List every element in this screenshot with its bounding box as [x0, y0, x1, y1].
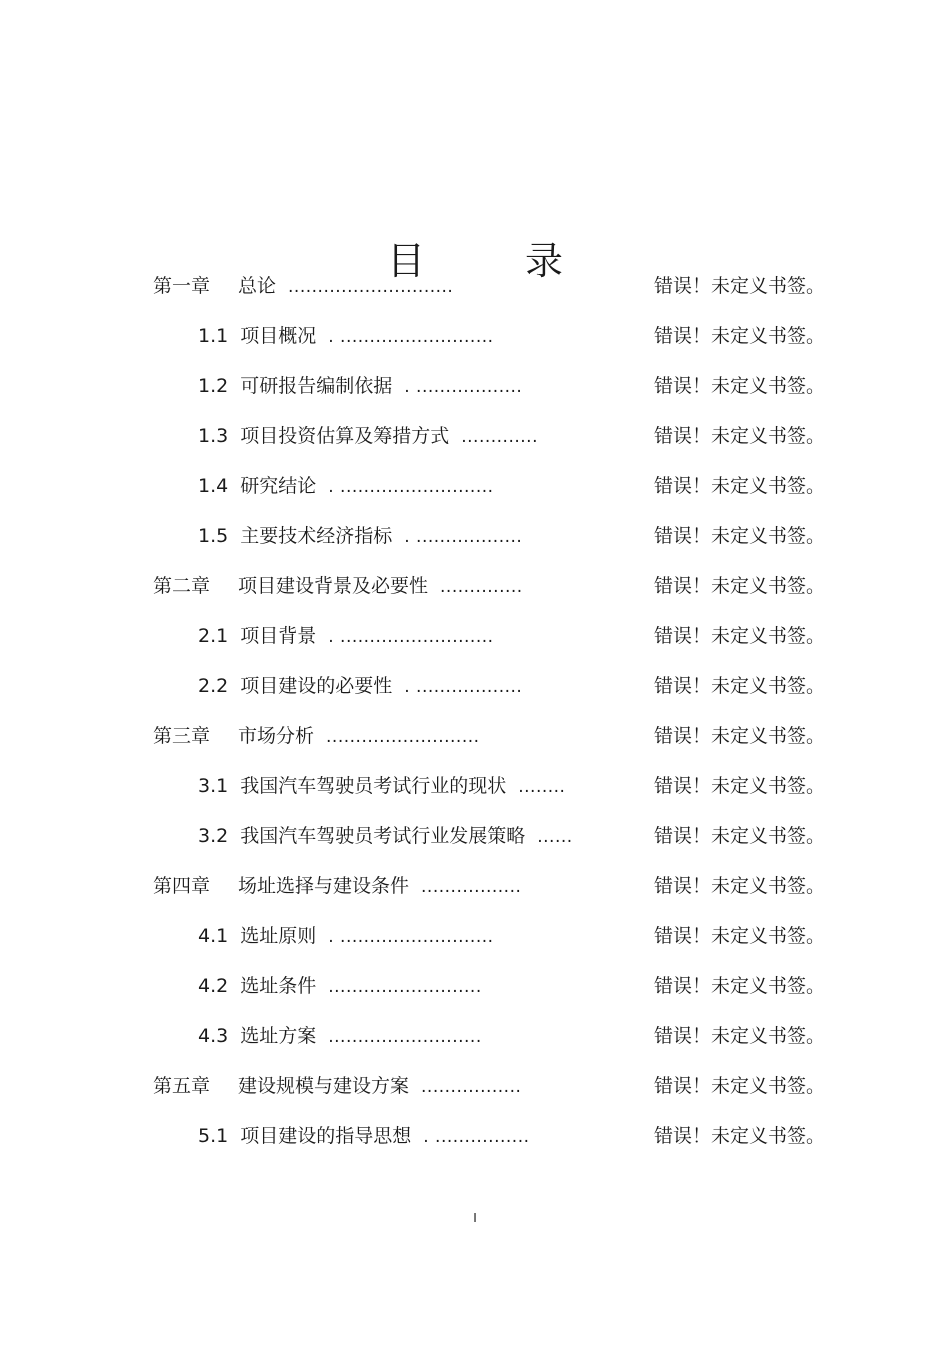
- toc-entry-page-ref: 错误！未定义书签。: [654, 1025, 826, 1047]
- toc-entry-text: 项目建设背景及必要性: [238, 575, 429, 597]
- toc-entry-number: 2.1: [198, 625, 229, 647]
- toc-entry-page-ref: 错误！未定义书签。: [654, 575, 826, 597]
- toc-entry-leader-dots: .................: [421, 877, 522, 897]
- toc-entry-number: 第四章: [153, 875, 211, 897]
- toc-entry-leader-dots: . ..................: [404, 677, 523, 697]
- toc-entry-heading: [198, 766, 565, 807]
- toc-entry-number: 第二章: [153, 575, 211, 597]
- toc-entry-section[interactable]: [0, 416, 950, 466]
- toc-entry-text: 市场分析: [238, 725, 315, 747]
- toc-entry-number: 1.4: [198, 475, 229, 497]
- toc-entry-leader-dots: . ..................: [404, 377, 523, 397]
- toc-entry-chapter[interactable]: [0, 1066, 950, 1116]
- toc-entry-text: 我国汽车驾驶员考试行业发展策略: [240, 825, 526, 847]
- toc-entry-text: 项目建设的指导思想: [240, 1125, 412, 1147]
- toc-entry-page-ref: 错误！未定义书签。: [654, 375, 826, 397]
- toc-entry-number: 2.2: [198, 675, 229, 697]
- toc-entry-section[interactable]: [0, 1116, 950, 1166]
- toc-entry-page-ref: 错误！未定义书签。: [654, 425, 826, 447]
- toc-entry-heading: [198, 916, 494, 957]
- toc-entry-page-ref: 错误！未定义书签。: [654, 525, 826, 547]
- toc-entry-text: 项目概况: [240, 325, 317, 347]
- toc-entry-heading: [198, 416, 538, 457]
- toc-entry-page-ref: 错误！未定义书签。: [654, 1125, 826, 1147]
- toc-entry-page-ref: 错误！未定义书签。: [654, 275, 826, 297]
- toc-entry-text: 场址选择与建设条件: [238, 875, 410, 897]
- toc-entry-section[interactable]: [0, 816, 950, 866]
- toc-entry-number: 1.1: [198, 325, 229, 347]
- toc-entry-chapter[interactable]: [0, 566, 950, 616]
- toc-entry-chapter[interactable]: [0, 866, 950, 916]
- toc-entry-text: 项目建设的必要性: [240, 675, 393, 697]
- toc-entry-leader-dots: ..........................: [326, 727, 480, 747]
- toc-entry-text: 项目投资估算及筹措方式: [240, 425, 450, 447]
- toc-entry-page-ref: 错误！未定义书签。: [654, 325, 826, 347]
- toc-entry-number: 3.1: [198, 775, 229, 797]
- toc-entry-leader-dots: . ..........................: [328, 627, 494, 647]
- toc-entry-heading: [153, 266, 453, 307]
- toc-entry-number: 第一章: [153, 275, 211, 297]
- toc-entry-heading: [198, 1116, 530, 1157]
- toc-entry-page-ref: 错误！未定义书签。: [654, 775, 826, 797]
- toc-entry-section[interactable]: [0, 666, 950, 716]
- toc-entry-leader-dots: . ..........................: [328, 327, 494, 347]
- toc-entry-leader-dots: ............................: [288, 277, 454, 297]
- toc-entry-section[interactable]: [0, 1016, 950, 1066]
- toc-entry-page-ref: 错误！未定义书签。: [654, 975, 826, 997]
- toc-entry-section[interactable]: [0, 466, 950, 516]
- toc-entry-text: 研究结论: [240, 475, 317, 497]
- toc-entry-section[interactable]: [0, 916, 950, 966]
- toc-entry-section[interactable]: [0, 366, 950, 416]
- toc-entry-heading: [153, 716, 480, 757]
- toc-entry-page-ref: 错误！未定义书签。: [654, 925, 826, 947]
- toc-entry-heading: [198, 466, 494, 507]
- toc-entry-number: 4.3: [198, 1025, 229, 1047]
- toc-entry-number: 1.5: [198, 525, 229, 547]
- toc-entry-page-ref: 错误！未定义书签。: [654, 475, 826, 497]
- toc-entry-text: 选址原则: [240, 925, 317, 947]
- toc-entry-text: 主要技术经济指标: [240, 525, 393, 547]
- toc-entry-chapter[interactable]: [0, 716, 950, 766]
- toc-entry-heading: [153, 566, 523, 607]
- toc-entry-leader-dots: . ..................: [404, 527, 523, 547]
- toc-entry-text: 可研报告编制依据: [240, 375, 393, 397]
- toc-entry-page-ref: 错误！未定义书签。: [654, 725, 826, 747]
- toc-entry-page-ref: 错误！未定义书签。: [654, 825, 826, 847]
- table-of-contents: [0, 266, 950, 1166]
- toc-entry-section[interactable]: [0, 966, 950, 1016]
- toc-entry-page-ref: 错误！未定义书签。: [654, 875, 826, 897]
- toc-entry-heading: [198, 1016, 482, 1057]
- toc-entry-text: 建设规模与建设方案: [238, 1075, 410, 1097]
- toc-entry-heading: [198, 666, 522, 707]
- toc-entry-section[interactable]: [0, 766, 950, 816]
- toc-entry-leader-dots: . ..........................: [328, 477, 494, 497]
- toc-entry-leader-dots: . ................: [423, 1127, 530, 1147]
- toc-entry-leader-dots: .............: [461, 427, 538, 447]
- toc-title: 目 录: [386, 239, 608, 284]
- toc-entry-number: 第三章: [153, 725, 211, 747]
- toc-entry-section[interactable]: [0, 316, 950, 366]
- toc-entry-page-ref: 错误！未定义书签。: [654, 675, 826, 697]
- toc-entry-number: 5.1: [198, 1125, 229, 1147]
- toc-entry-heading: [198, 316, 494, 357]
- toc-entry-heading: [153, 866, 521, 907]
- toc-entry-number: 1.3: [198, 425, 229, 447]
- toc-entry-heading: [198, 966, 482, 1007]
- toc-entry-heading: [198, 516, 522, 557]
- toc-entry-text: 总论: [238, 275, 277, 297]
- toc-entry-leader-dots: ..........................: [328, 1027, 482, 1047]
- toc-entry-text: 选址方案: [240, 1025, 317, 1047]
- toc-entry-heading: [153, 1066, 521, 1107]
- toc-entry-page-ref: 错误！未定义书签。: [654, 1075, 826, 1097]
- toc-entry-text: 项目背景: [240, 625, 317, 647]
- toc-entry-leader-dots: ......: [537, 827, 573, 847]
- toc-entry-leader-dots: ..............: [440, 577, 523, 597]
- toc-entry-leader-dots: .................: [421, 1077, 522, 1097]
- toc-entry-number: 3.2: [198, 825, 229, 847]
- toc-entry-heading: [198, 816, 573, 857]
- toc-entry-number: 1.2: [198, 375, 229, 397]
- toc-entry-leader-dots: . ..........................: [328, 927, 494, 947]
- toc-entry-text: 选址条件: [240, 975, 317, 997]
- toc-entry-heading: [198, 366, 522, 407]
- toc-entry-section[interactable]: [0, 616, 950, 666]
- toc-entry-leader-dots: ........: [518, 777, 566, 797]
- toc-entry-heading: [198, 616, 494, 657]
- toc-entry-section[interactable]: [0, 516, 950, 566]
- toc-entry-page-ref: 错误！未定义书签。: [654, 625, 826, 647]
- toc-entry-number: 第五章: [153, 1075, 211, 1097]
- toc-entry-number: 4.1: [198, 925, 229, 947]
- toc-entry-number: 4.2: [198, 975, 229, 997]
- toc-entry-chapter[interactable]: [0, 266, 950, 316]
- toc-entry-leader-dots: ..........................: [328, 977, 482, 997]
- toc-entry-text: 我国汽车驾驶员考试行业的现状: [240, 775, 507, 797]
- page-number: I: [473, 1211, 477, 1225]
